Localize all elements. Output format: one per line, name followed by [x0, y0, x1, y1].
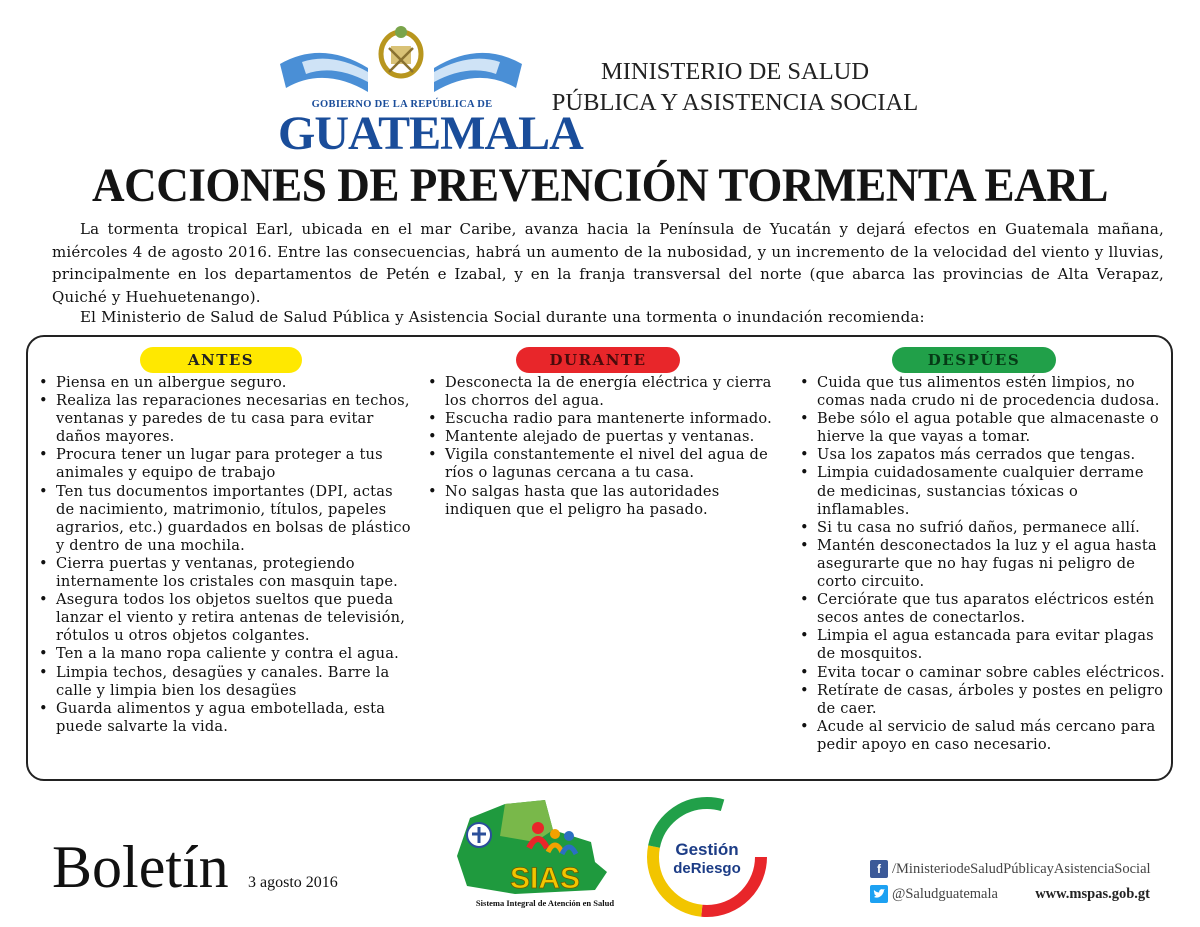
- durante-list: [423, 374, 783, 519]
- facebook-icon: f: [870, 860, 888, 878]
- list-item: • Ten tus documentos importantes (DPI, actas de nacimiento, matrimonio, títulos, papeles agrarios, etc.) guardados en bolsas de plástico y dentro de una mochila.: [34, 483, 414, 555]
- list-item: • Escucha radio para mantenerte informado.: [423, 410, 783, 428]
- list-item: • Usa los zapatos más cerrados que tengas.: [795, 446, 1165, 464]
- despues-list: [795, 374, 1165, 754]
- antes-list: [34, 374, 414, 736]
- list-item: • Limpia cuidadosamente cualquier derrame de medicinas, sustancias tóxicas o inflamables.: [795, 464, 1165, 518]
- sias-caption: Sistema Integral de Atención en Salud: [475, 898, 615, 908]
- list-item: • Realiza las reparaciones necesarias en techos, ventanas y paredes de tu casa para evitar daños mayores.: [34, 392, 414, 446]
- recommend-paragraph: El Ministerio de Salud de Salud Pública y Asistencia Social durante una tormenta o inundación recomienda:: [80, 308, 925, 326]
- list-item: • Cierra puertas y ventanas, protegiendo internamente los cristales con masquin tape.: [34, 555, 414, 591]
- ministry-line-2: PÚBLICA Y ASISTENCIA SOCIAL: [551, 89, 919, 116]
- antes-label: ANTES: [140, 347, 302, 373]
- twitter-handle: @Saludguatemala: [892, 885, 998, 902]
- page-title: ACCIONES DE PREVENCIÓN TORMENTA EARL: [92, 159, 1108, 212]
- list-item: • Asegura todos los objetos sueltos que pueda lanzar el viento y retira antenas de televisión, rótulos u otros objetos colgantes.: [34, 591, 414, 645]
- list-item: • Vigila constantemente el nivel del agua de ríos o lagunas cercana a tu casa.: [423, 446, 783, 482]
- crest-icon: [375, 22, 427, 82]
- despues-label: DESPÚES: [892, 347, 1056, 373]
- twitter-link[interactable]: [870, 883, 1150, 905]
- list-item: • Ten a la mano ropa caliente y contra el agua.: [34, 645, 414, 663]
- list-item: • Guarda alimentos y agua embotellada, esta puede salvarte la vida.: [34, 700, 414, 736]
- boletin-date: 3 agosto 2016: [248, 874, 338, 891]
- intro-paragraph: La tormenta tropical Earl, ubicada en el mar Caribe, avanza hacia la Península de Yucatán y dejará efectos en Guatemala mañana, miércoles 4 de agosto 2016. Entre las consecuencias, habrá un aumento de la nubosidad, y un incremento de la velocidad del viento y lluvias, principalmente en los departamentos de Petén e Izabal, y en la franja transversal del norte (que abarca las provincias de Alta Verapaz, Quiché y Huehuetenango).: [52, 220, 1164, 306]
- sias-logo: [445, 790, 630, 920]
- list-item: • Bebe sólo el agua potable que almacenaste o hierve la que vayas a tomar.: [795, 410, 1165, 446]
- list-item: • Mantén desconectados la luz y el agua hasta asegurarte que no hay fugas ni peligro de corto circuito.: [795, 537, 1165, 591]
- facebook-link[interactable]: [870, 858, 1151, 880]
- list-item: • Cerciórate que tus aparatos eléctricos estén secos antes de conectarlos.: [795, 591, 1165, 627]
- list-item: • Si tu casa no sufrió daños, permanece allí.: [795, 519, 1165, 537]
- facebook-handle: /MinisteriodeSaludPúblicayAsistenciaSocial: [892, 860, 1151, 877]
- list-item: • Retírate de casas, árboles y postes en peligro de caer.: [795, 682, 1165, 718]
- guatemala-government-logo: [272, 22, 583, 160]
- boletin-heading: Boletín: [52, 834, 229, 900]
- list-item: • Acude al servicio de salud más cercano para pedir apoyo en caso necesario.: [795, 718, 1165, 754]
- logo-subtitle: GOBIERNO DE LA REPÚBLICA DE: [311, 99, 493, 110]
- ministry-line-1: MINISTERIO DE SALUD: [600, 58, 870, 85]
- recommendations-box: [26, 335, 1173, 781]
- list-item: • Cuida que tus alimentos estén limpios, no comas nada crudo ni de procedencia dudosa.: [795, 374, 1165, 410]
- list-item: • Desconecta la de energía eléctrica y cierra los chorros del agua.: [423, 374, 783, 410]
- website-link[interactable]: www.mspas.gob.gt: [1035, 885, 1150, 902]
- list-item: • Evita tocar o caminar sobre cables eléctricos.: [795, 664, 1165, 682]
- logo-title: GUATEMALA: [278, 107, 583, 160]
- list-item: • No salgas hasta que las autoridades indiquen que el peligro ha pasado.: [423, 483, 783, 519]
- list-item: • Mantente alejado de puertas y ventanas.: [423, 428, 783, 446]
- list-item: • Limpia techos, desagües y canales. Barre la calle y limpia bien los desagües: [34, 664, 414, 700]
- list-item: • Limpia el agua estancada para evitar plagas de mosquitos.: [795, 627, 1165, 663]
- twitter-icon: [870, 885, 888, 903]
- gestion-subtitle: deRiesgo: [673, 860, 741, 877]
- sias-logo-text: SIAS: [509, 862, 581, 895]
- ministry-name: [550, 56, 920, 118]
- gestion-riesgo-logo: [643, 793, 771, 921]
- gestion-title: Gestión: [675, 840, 739, 859]
- list-item: • Piensa en un albergue seguro.: [34, 374, 414, 392]
- durante-label: DURANTE: [516, 347, 680, 373]
- list-item: • Procura tener un lugar para proteger a tus animales y equipo de trabajo: [34, 446, 414, 482]
